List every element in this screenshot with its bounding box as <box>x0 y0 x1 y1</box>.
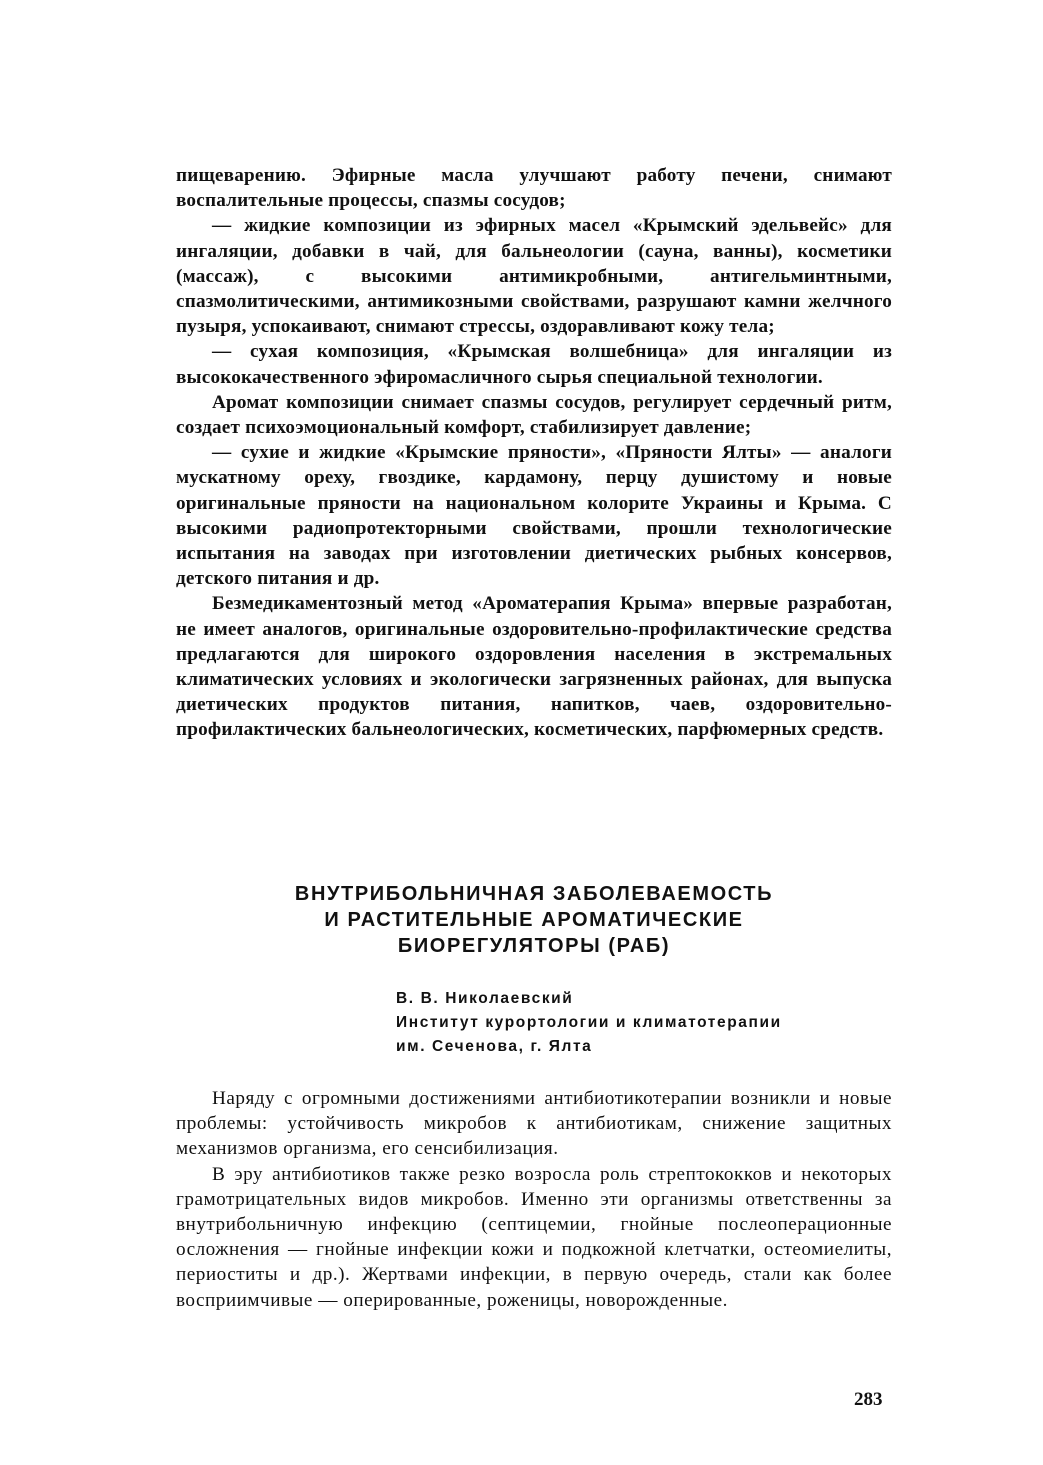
author-affiliation: им. Сеченова, г. Ялта <box>396 1038 593 1055</box>
page-number: 283 <box>854 1389 883 1410</box>
paragraph: — сухая композиция, «Крымская волшебница» для ингаляции из высококачественного эфиромасличного сырья специальной технологии. <box>176 341 892 388</box>
article-title-line: И РАСТИТЕЛЬНЫЕ АРОМАТИЧЕСКИЕ <box>324 909 744 931</box>
paragraph: пищеварению. Эфирные масла улучшают работу печени, снимают воспалительные процессы, спазмы сосудов; <box>176 165 892 212</box>
article-title <box>176 881 892 959</box>
body-text-bottom <box>176 1086 892 1313</box>
paragraph: — жидкие композиции из эфирных масел «Крымский эдельвейс» для ингаляции, добавки в чай, для бальнеологии (сауна, ванны), косметики (массаж), с высокими антимикробными, антигельминтными, спазмолитическими, антимикозными свойствами, разрушают камни желчного пузыря, успокаивают, снимают стрессы, оздоравливают кожу тела; <box>176 215 892 338</box>
article-title-line: ВНУТРИБОЛЬНИЧНАЯ ЗАБОЛЕВАЕМОСТЬ <box>294 883 774 905</box>
body-text-top <box>176 163 892 743</box>
article-title-line: БИОРЕГУЛЯТОРЫ (РАБ) <box>397 935 671 957</box>
paragraph: Наряду с огромными достижениями антибиотикотерапии возникли и новые проблемы: устойчивость микробов к антибиотикам, снижение защитных механизмов организма, его сенсибилизация. <box>176 1088 892 1160</box>
author-name: В. В. Николаевский <box>396 990 574 1007</box>
paragraph: Аромат композиции снимает спазмы сосудов, регулирует сердечный ритм, создает психоэмоциональный комфорт, стабилизирует давление; <box>176 391 892 439</box>
author-block <box>396 987 876 1059</box>
paragraph: — сухие и жидкие «Крымские пряности», «Пряности Ялты» — аналоги мускатному ореху, гвоздике, кардамону, перцу душистому и новые оригинальные пряности на национальном колорите Украины и Крыма. С высокими радиопротекторными свойствами, прошли технологические испытания на заводах при изготовлении диетических рыбных консервов, детского питания и др. <box>176 442 892 590</box>
author-affiliation: Институт курортологии и климатотерапии <box>396 1014 782 1031</box>
paragraph: Безмедикаментозный метод «Ароматерапия Крыма» впервые разработан, не имеет аналогов, оригинальные оздоровительно-профилактические средства предлагаются для широкого оздоровления населения в экстремальных климатических условиях и экологически загрязненных районах, для выпуска диетических продуктов питания, напитков, чаев, оздоровительно-профилактических бальнеологических, косметических, парфюмерных средств. <box>176 593 892 741</box>
paragraph: В эру антибиотиков также резко возросла роль стрептококков и некоторых грамотрицательных видов микробов. Именно эти организмы ответственны за внутрибольничную инфекцию (септицемии, гнойные послеоперационные осложнения — гнойные инфекции кожи и подкожной клетчатки, остеомиелиты, периоститы и др.). Жертвами инфекции, в первую очередь, стали как более восприимчивые — оперированные, роженицы, новорожденные. <box>176 1163 892 1311</box>
